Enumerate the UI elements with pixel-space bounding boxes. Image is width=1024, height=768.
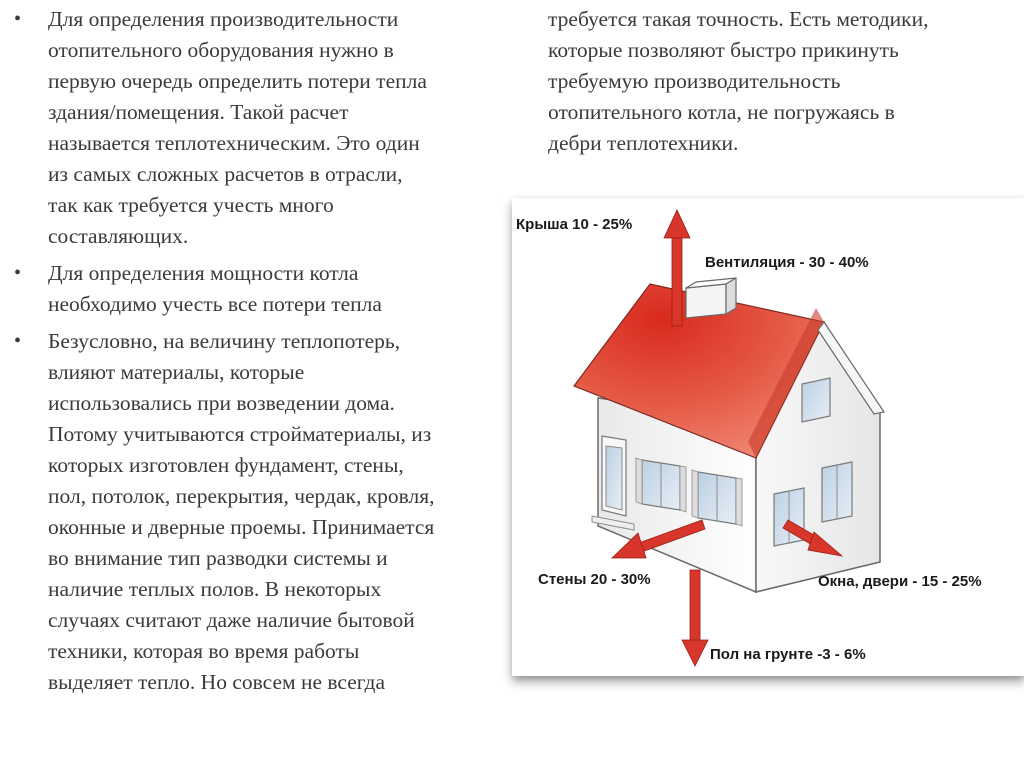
text-line: выделяет тепло. Но совсем не всегда bbox=[48, 670, 386, 694]
floor-loss-label: Пол на грунте -3 - 6% bbox=[710, 646, 866, 663]
text-line: первую очередь определить потери тепла bbox=[48, 69, 427, 93]
text-line: дебри теплотехники. bbox=[548, 131, 739, 155]
text-line: Потому учитываются стройматериалы, из bbox=[48, 422, 432, 446]
bullet-mark: • bbox=[14, 330, 22, 352]
text-line: Безусловно, на величину теплопотерь, bbox=[48, 329, 401, 353]
text-line: которые позволяют быстро прикинуть bbox=[548, 38, 899, 62]
walls-loss-label: Стены 20 - 30% bbox=[538, 571, 651, 588]
text-line: отопительного котла, не погружаясь в bbox=[548, 100, 895, 124]
text-line: отопительного оборудования нужно в bbox=[48, 38, 394, 62]
bullet-mark: • bbox=[14, 262, 22, 284]
bullet-item-3 bbox=[8, 326, 523, 698]
text-line: влияют материалы, которые bbox=[48, 360, 305, 384]
roof-loss-label: Крыша 10 - 25% bbox=[516, 216, 633, 233]
text-line: из самых сложных расчетов в отрасли, bbox=[48, 162, 403, 186]
bullet-item-2 bbox=[8, 258, 523, 320]
floor-heat-arrow-icon bbox=[682, 570, 708, 666]
text-line: техники, которая во время работы bbox=[48, 639, 360, 663]
heat-loss-house-figure bbox=[512, 198, 1024, 676]
main-text-column bbox=[8, 4, 523, 704]
text-line: Для определения производительности bbox=[48, 7, 399, 31]
text-line: пол, потолок, перекрытия, чердак, кровля, bbox=[48, 484, 435, 508]
text-line: здания/помещения. Такой расчет bbox=[48, 100, 349, 124]
text-line: которых изготовлен фундамент, стены, bbox=[48, 453, 404, 477]
text-line: наличие теплых полов. В некоторых bbox=[48, 577, 382, 601]
bullet-item-1 bbox=[8, 4, 523, 252]
text-line: составляющих. bbox=[48, 224, 189, 248]
bullet-list bbox=[8, 4, 523, 698]
bullet-mark: • bbox=[14, 8, 22, 30]
ventilation-loss-label: Вентиляция - 30 - 40% bbox=[705, 254, 869, 271]
text-line: называется теплотехническим. Это один bbox=[48, 131, 420, 155]
chimney-icon bbox=[686, 278, 736, 318]
text-line: Для определения мощности котла bbox=[48, 261, 359, 285]
text-line: оконные и дверные проемы. Принимается bbox=[48, 515, 435, 539]
windows-doors-loss-label: Окна, двери - 15 - 25% bbox=[818, 573, 982, 590]
text-line: необходимо учесть все потери тепла bbox=[48, 292, 382, 316]
continuation-text bbox=[548, 4, 1018, 159]
text-line: требуемую производительность bbox=[548, 69, 841, 93]
text-line: так как требуется учесть много bbox=[48, 193, 334, 217]
text-line: во внимание тип разводки системы и bbox=[48, 546, 388, 570]
text-line: случаях считают даже наличие бытовой bbox=[48, 608, 415, 632]
text-line: использовались при возведении дома. bbox=[48, 391, 395, 415]
text-line: требуется такая точность. Есть методики, bbox=[548, 7, 929, 31]
